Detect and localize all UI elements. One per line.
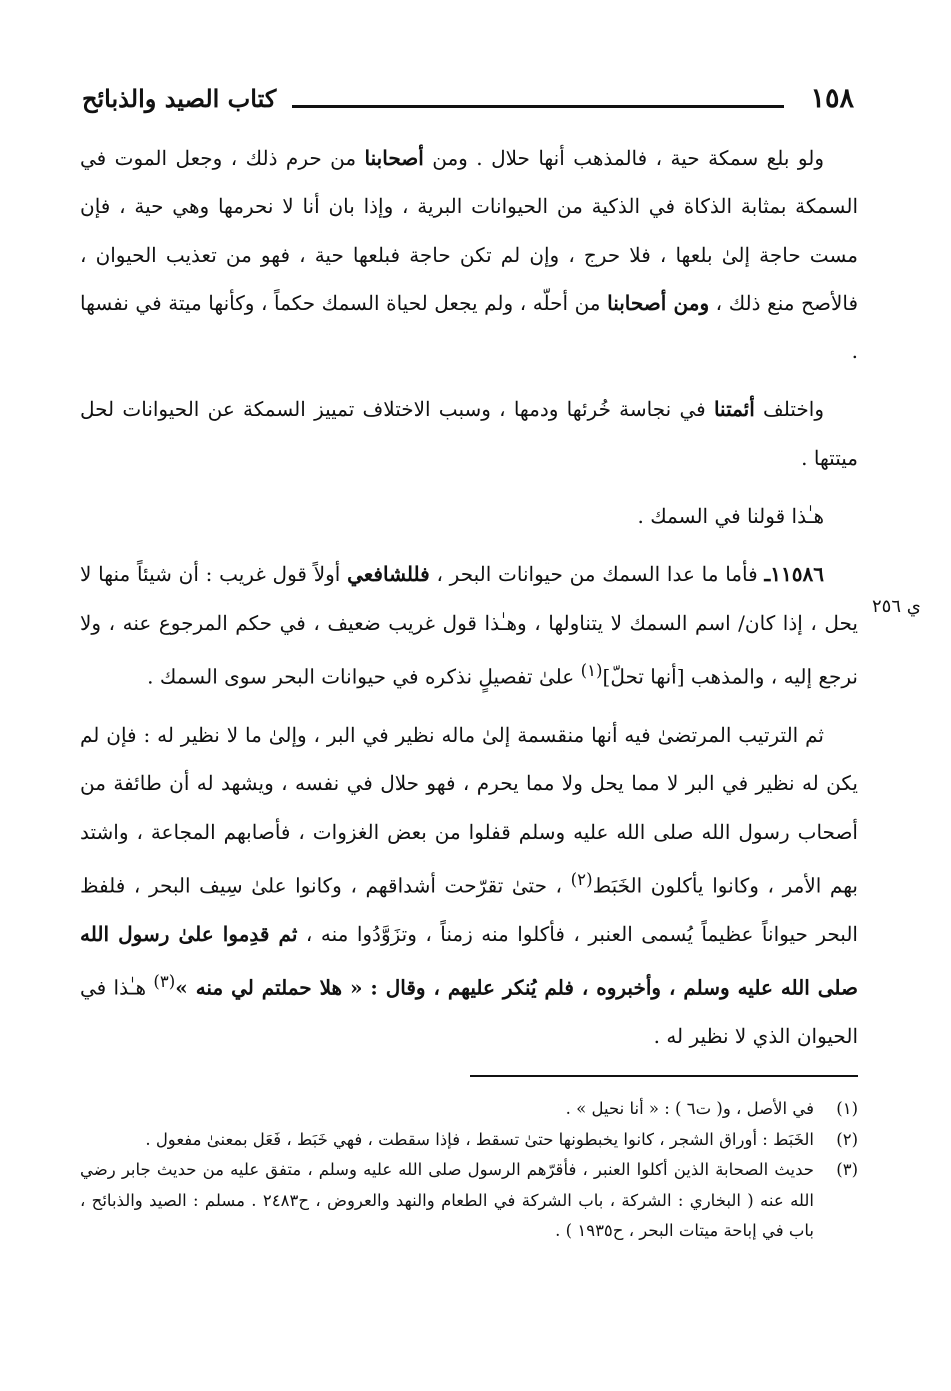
text-run: أولاً قول غريب : أن شيئاً منها لا يحل ، إذا كان/ اسم السمك لا يتناولها ، وهـٰذا قول غريب ضعيف ، في حكم المرجوع عنه ، ولا نرجع إليه ، والمذهب [أنها تحلّ] <box>80 562 858 689</box>
running-header <box>82 82 854 122</box>
text-run: فأما ما عدا السمك من حيوانات البحر ، <box>429 562 765 587</box>
footnote-3 <box>80 1155 858 1247</box>
footnote-text: الخَبَط : أوراق الشجر ، كانوا يخبطونها حتىٰ تسقط ، فإذا سقطت ، فهي خَبَط ، فَعَل بمعنىٰ مفعول . <box>145 1129 814 1149</box>
text-run: من أحلّه ، ولم يجعل لحياة السمك حكماً ، وكأنها ميتة في نفسها . <box>80 290 858 364</box>
text-run: هـٰذا قولنا في السمك . <box>637 504 824 529</box>
footnote-text: حديث الصحابة الذين أكلوا العنبر ، فأقرّهم الرسول صلى الله عليه وسلم ، متفق عليه من حديث جابر رضي الله عنه ( البخاري : الشركة ، باب الشركة في الطعام والنهد والعروض ، ح٢٤٨٣ . مسلم : الصيد والذبائح ، باب في إباحة ميتات البحر ، ح١٩٣٥ ) . <box>80 1160 814 1240</box>
text-run: ولو بلع سمكة حية ، فالمذهب أنها حلال . ومن <box>423 146 824 170</box>
text-run: علىٰ تفصيلٍ نذكره في حيوانات البحر سوى السمك . <box>147 664 581 689</box>
paragraph-2 <box>80 385 858 482</box>
text-run: ، حتىٰ تقرّحت أشداقهم ، وكانوا علىٰ سِيف البحر ، فلفظ البحر حيواناً عظيماً يُسمى العنبر ، فأكلوا منه زمناً ، وتزَوَّدُوا منه ، <box>80 873 858 946</box>
text-run: من حرم ذلك ، وجعل الموت في السمكة بمثابة الذكاة في الذكية من الحيوانات البرية ، وإذا بان أنا لا نحرمها وهي حية ، فإن مست حاجة إلىٰ بلعها ، فلا حرج ، وإن لم تكن حاجة فبلعها حية ، فهو من تعذيب الحيوان ، فالأصح منع ذلك ، <box>80 146 859 315</box>
bold-run: فللشافعي <box>347 562 430 587</box>
footnote-number: (٢) <box>836 1129 858 1149</box>
paragraph-4-numbered <box>80 550 858 701</box>
text-run: ثم الترتيب المرتضىٰ فيه أنها منقسمة إلىٰ ماله نظير في البر ، وإلىٰ ما لا نظير له : فإن لم يكن له نظير في البر لا مما يحل ولا مما يحرم ، فهو حلال في نفسه ، ويشهد له أن طائفة من أصحاب رسول الله صلى الله عليه وسلم قفلوا من بعض الغزوات ، فأصابهم المجاعة ، واشتد بهم الأمر ، وكانوا يأكلون الخَبَط <box>80 722 858 898</box>
text-run: واختلف <box>754 397 824 422</box>
footnote-ref-2: (٢) <box>570 869 593 889</box>
paragraph-5 <box>80 711 858 1060</box>
text-run: في نجاسة خُرئها ودمها ، وسبب الاختلاف تمييز السمكة عن الحيوانات لحل ميتتها . <box>80 397 858 470</box>
paragraph-3 <box>80 492 858 540</box>
footnote-separator <box>470 1075 858 1077</box>
footnote-number: (١) <box>836 1099 858 1118</box>
footnote-text: في الأصل ، و( ت٦ ) : « أنا نحيل » . <box>565 1099 814 1118</box>
paragraph-1 <box>80 134 858 375</box>
footnote-1 <box>80 1094 858 1125</box>
text-run: هـٰذا في الحيوان الذي لا نظير له . <box>80 975 858 1049</box>
bold-run: أئمتنا <box>713 397 755 422</box>
bold-run: ثم قدِموا علىٰ رسول الله صلى الله عليه وسلم ، وأخبروه ، فلم يُنكر عليهم ، وقال : « هلا حملتم لي منه » <box>80 921 859 1000</box>
footnote-ref-1: (١) <box>580 660 603 680</box>
bold-run: أصحابنا <box>364 146 424 170</box>
paragraph-number: ١١٥٨٦ـ <box>764 562 824 587</box>
footnotes <box>80 1094 858 1247</box>
footnote-number: (٣) <box>836 1160 858 1179</box>
page-number: ١٥٨ <box>810 83 854 114</box>
book-title: كتاب الصيد والذبائح <box>82 84 277 113</box>
bold-run: ومن أصحابنا <box>607 290 710 315</box>
footnote-ref-3: (٣) <box>153 972 176 992</box>
main-text <box>80 134 858 1060</box>
margin-page-reference: ي ٢٥٦ <box>872 596 921 617</box>
header-rule <box>292 105 784 108</box>
footnote-2 <box>80 1125 858 1156</box>
